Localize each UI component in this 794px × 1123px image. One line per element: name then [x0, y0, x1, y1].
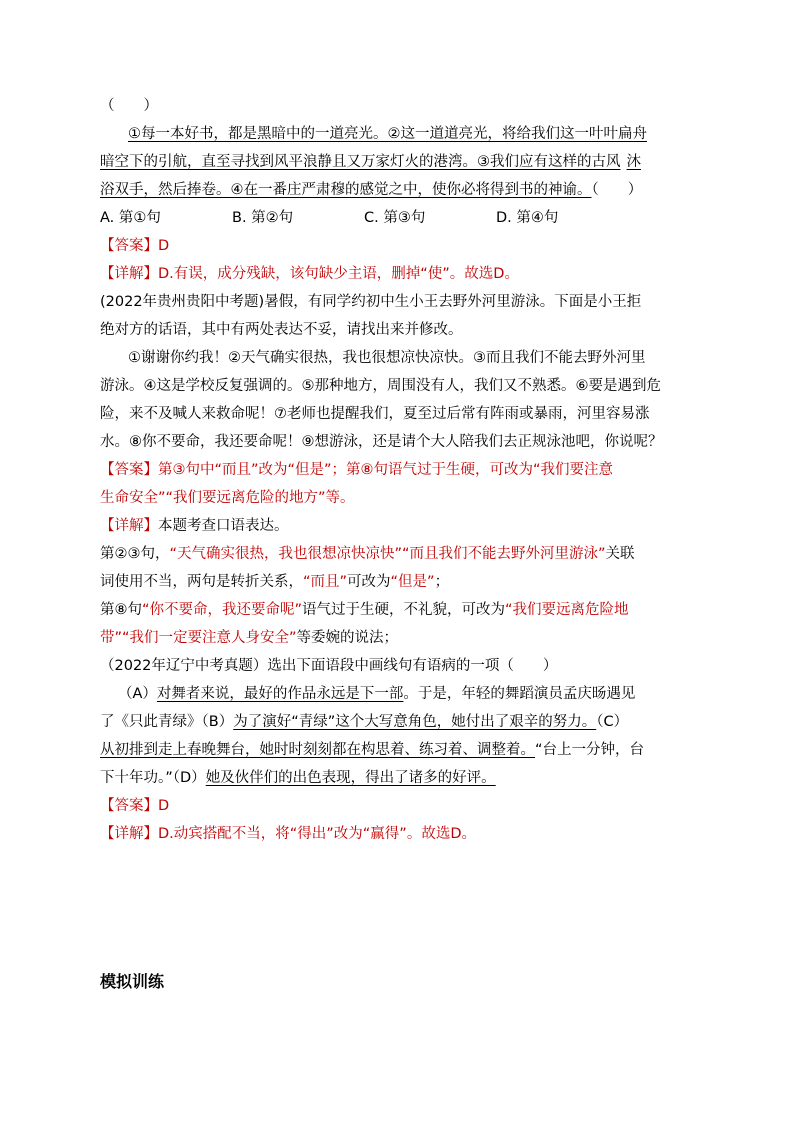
option-c: C. 第③句 — [364, 210, 426, 226]
q2-passage-3: 险，来不及喊人来救命呢！⑦老师也提醒我们，夏至过后常有阵雨或暴雨，河里容易涨 — [100, 406, 650, 422]
q3-intro: （2022年辽宁中考真题）选出下面语段中画线句有语病的一项（ ） — [100, 658, 558, 674]
q1-paren-line — [100, 92, 700, 120]
sentence-a: 对舞者来说，最好的作品永远是下一部 — [156, 686, 404, 702]
sentence-c: 从初排到走上春晚舞台，她时时刻刻都在构思着、练习着、调整着。 — [100, 742, 535, 758]
detail-text: D.动宾搭配不当，将“得出”改为“赢得”。故选D。 — [158, 826, 476, 842]
detail-quote: 带”“我们一定要注意人身安全” — [100, 630, 297, 646]
q1-passage-line-2 — [100, 148, 700, 176]
label-c: （C） — [596, 714, 629, 730]
answer-text: D — [158, 238, 170, 254]
q1-sentence-3a: ③我们应有这样的古风 — [477, 154, 621, 170]
q2-passage-line-2 — [100, 372, 700, 400]
label-a: （A） — [118, 686, 157, 702]
q2-intro-1: (2022年贵州贵阳中考题)暑假，有同学约初中生小王去野外河里游泳。下面是小王拒 — [100, 294, 642, 310]
detail-tag: 【详解】 — [100, 826, 158, 842]
q1-answer — [100, 232, 700, 260]
detail-plain: 第⑧句 — [100, 602, 142, 618]
q1-detail — [100, 260, 700, 288]
detail-tag: 【详解】 — [100, 518, 158, 534]
detail-plain: 语气过于生硬，不礼貌，可改为 — [302, 602, 506, 618]
q2-passage-line-3 — [100, 400, 700, 428]
q1-sentence-3b: 沐 — [626, 154, 641, 170]
q1-sentence-4: ④在一番庄严肃穆的感觉之中，使你必将得到书的神谕。 — [230, 182, 592, 198]
section-title: 模拟训练 — [100, 972, 165, 991]
q1-options — [100, 204, 700, 232]
answer-tag: 【答案】 — [100, 798, 158, 814]
option-b: B. 第②句 — [232, 210, 294, 226]
detail-plain: 第②③句， — [100, 546, 170, 562]
sentence-b: 为了演好“青绿”这个大写意角色，她付出了艰辛的努力。 — [233, 714, 597, 730]
passage-text: 下十年功。” — [100, 770, 173, 786]
detail-plain: 可改为 — [347, 574, 391, 590]
passage-text: “台上一分钟，台 — [535, 742, 645, 758]
q2-passage-line-1 — [100, 344, 700, 372]
q3-answer — [100, 792, 700, 820]
answer-text: D — [158, 798, 170, 814]
q1-passage-line-3 — [100, 176, 700, 204]
document-page — [100, 92, 700, 996]
sentence-d: 她及伙伴们的出色表现，得出了诸多的好评。 — [205, 770, 496, 786]
answer-tag: 【答案】 — [100, 462, 158, 478]
answer-text-2: 生命安全”“我们要远离危险的地方”等。 — [100, 490, 355, 506]
label-b: （B） — [201, 714, 234, 730]
q2-passage-2: 游泳。④这是学校反复强调的。⑤那种地方，周围没有人，我们又不熟悉。⑥要是遇到危 — [100, 378, 661, 394]
detail-text: D.有误，成分残缺，该句缺少主语，删掉“使”。故选D。 — [158, 266, 519, 282]
q2-intro-line-1 — [100, 288, 700, 316]
option-d: D. 第④句 — [496, 210, 559, 226]
q1-passage-line-1 — [100, 120, 700, 148]
q2-intro-line-2 — [100, 316, 700, 344]
detail-text: 本题考查口语表达。 — [158, 518, 289, 534]
blank-paren: （ ） — [100, 98, 158, 114]
q1-sentence-2b: 暗空下的引航，直至寻找到风平浪静且又万家灯火的港湾。 — [100, 154, 477, 170]
q2-detail-line-2 — [100, 568, 700, 596]
q2-detail-line-4 — [100, 624, 700, 652]
q3-passage-line-4 — [100, 764, 700, 792]
q3-intro-line — [100, 652, 700, 680]
q2-intro-2: 绝对方的话语，其中有两处表达不妥，请找出来并修改。 — [100, 322, 463, 338]
detail-plain: 关联 — [605, 546, 635, 562]
q1-sentence-2a: ②这一道道亮光，将给我们这一叶叶扁舟 — [387, 126, 647, 142]
passage-text: 了《只此青绿》 — [100, 714, 202, 730]
detail-tag: 【详解】 — [100, 266, 158, 282]
answer-text-1: 第③句中“而且”改为“但是”；第⑧句语气过于生硬，可改为“我们要注意 — [158, 462, 614, 478]
detail-quote: “而且” — [303, 574, 348, 590]
q2-passage-line-4 — [100, 428, 700, 456]
q1-sentence-1: ①每一本好书，都是黑暗中的一道亮光。 — [128, 126, 388, 142]
detail-plain: 词使用不当，两句是转折关系， — [100, 574, 303, 590]
q3-passage-line-2 — [100, 708, 700, 736]
q2-detail — [100, 512, 700, 540]
detail-quote: “你不要命，我还要命呢” — [142, 602, 303, 618]
detail-plain: 等委婉的说法； — [296, 630, 399, 646]
detail-plain: ； — [434, 574, 450, 590]
q2-passage-4: 水。⑧你不要命，我还要命呢！⑨想游泳，还是请个大人陪我们去正规泳池吧，你说呢？ — [100, 434, 663, 450]
blank-paren: （ ） — [591, 182, 643, 198]
q2-passage-1: ①谢谢你约我！②天气确实很热，我也很想凉快凉快。③而且我们不能去野外河里 — [128, 350, 646, 366]
q2-detail-line-1 — [100, 540, 700, 568]
q1-sentence-3c: 浴双手，然后捧卷。 — [100, 182, 231, 198]
detail-quote: “我们要远离危险地 — [505, 602, 629, 618]
answer-tag: 【答案】 — [100, 238, 158, 254]
q3-passage-line-1 — [100, 680, 700, 708]
q3-detail — [100, 820, 700, 848]
label-d: （D） — [172, 770, 206, 786]
detail-quote: “但是” — [390, 574, 435, 590]
q2-answer-line-1 — [100, 456, 700, 484]
q2-answer-line-2 — [100, 484, 700, 512]
option-a: A. 第①句 — [100, 210, 161, 226]
q3-passage-line-3 — [100, 736, 700, 764]
detail-quote: “天气确实很热，我也很想凉快凉快”“而且我们不能去野外河里游泳” — [169, 546, 606, 562]
passage-text: 。于是，年轻的舞蹈演员孟庆旸遇见 — [403, 686, 636, 702]
q2-detail-line-3 — [100, 596, 700, 624]
